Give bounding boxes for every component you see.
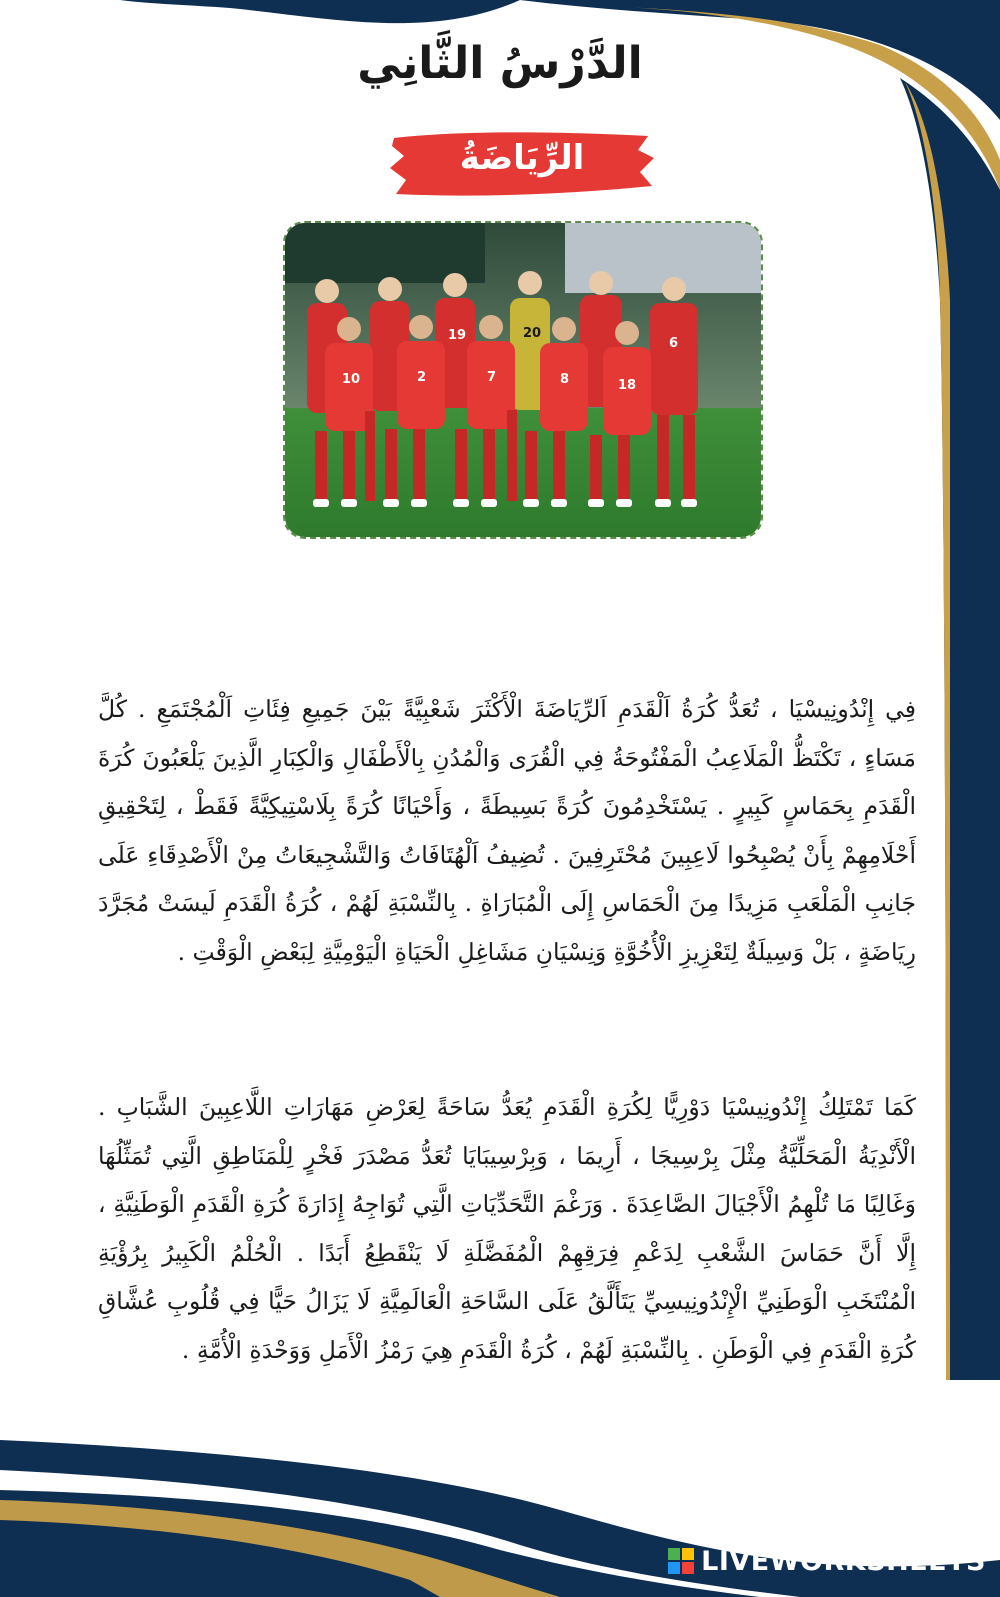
jersey-number: 20 (523, 326, 542, 341)
topic-banner (388, 128, 656, 202)
jersey-number: 18 (618, 378, 637, 393)
jersey-number: 10 (342, 372, 361, 387)
paragraph-1: فِي إِنْدُونِيسْيَا ، تُعَدُّ كُرَةُ اَلْقَدَمِ اَلرِّيَاضَةَ الْأَكْثَرَ شَعْبِيَّةً بَيْنَ جَمِيعِ فِئَاتِ اَلْمُجْتَمَعِ . كُلَّ مَسَاءٍ ، تَكْتَظُّ الْمَلَاعِبُ الْمَفْتُوحَةُ فِي الْقُرَى وَالْمُدُنِ بِالْأَطْفَالِ وَالْكِبَارِ الَّذِينَ يَلْعَبُونَ كُرَةَ الْقَدَمِ بِحَمَاسٍ كَبِيرٍ . يَسْتَخْدِمُونَ كُرَةً بَسِيطَةً ، وَأَحْيَانًا كُرَةً بِلَاسْتِيكِيَّةً فَقَطْ ، لِتَحْقِيقِ أَحْلَامِهِمْ بِأَنْ يُصْبِحُوا لَاعِبِينَ مُحْتَرِفِينَ . تُضِيفُ اَلْهُتَافَاتُ وَالتَّشْجِيعَاتُ مِنْ الْأَصْدِقَاءِ عَلَى جَانِبِ الْمَلْعَبِ مَزِيدًا مِنَ الْحَمَاسِ إِلَى الْمُبَارَاةِ . بِالنِّسْبَةِ لَهُمْ ، كُرَةُ الْقَدَمِ لَيسَتْ مُجَرَّدَ رِيَاضَةٍ ، بَلْ وَسِيلَةٌ لِتَعْزِيزِ الْأُخُوَّةِ وَنِسْيَانِ مَشَاغِلِ الْحَيَاةِ الْيَوْمِيَّةِ لِبَعْضِ الْوَقْتِ . (98, 695, 916, 966)
paragraph-2: كَمَا تَمْتَلِكُ إِنْدُونِيسْيَا دَوْرِيًّا لِكُرَةِ الْقَدَمِ يُعَدُّ سَاحَةً لِعَرْضِ مَهَارَاتِ اللَّاعِبِينَ الشَّبَابِ . الْأَنْدِيَةُ الْمَحَلِّيَّةُ مِثْلَ بِرْسِيجَا ، أَرِيمَا ، وَبِرْسِيبَايَا تُعَدُّ مَصْدَرَ فَخْرٍ لِلْمَنَاطِقِ الَّتِي تُمَثِّلُهَا وَغَالِبًا مَا تُلْهِمُ الْأَجْيَالَ الصَّاعِدَةَ . وَرَغْمَ التَّحَدِّيَاتِ الَّتِي تُوَاجِهُ إِدَارَةَ كُرَةِ الْقَدَمِ الْوَطَنِيَّةِ ، إِلَّا أَنَّ حَمَاسَ الشَّعْبِ لِدَعْمِ فِرَقِهِمْ الْمُفَضَّلَةِ لَا يَنْقَطِعُ أَبَدًا . الْحُلْمُ الْكَبِيرُ بِرُؤْيَةِ الْمُنْتَخَبِ الْوَطَنِيِّ الْإِنْدُونِيسِيِّ يَتَأَلَّقُ عَلَى السَّاحَةِ الْعَالَمِيَّةِ لَا يَزَالُ حَيًّا فِي قُلُوبِ عُشَّاقِ كُرَةِ الْقَدَمِ فِي الْوَطَنِ . بِالنِّسْبَةِ لَهُمْ ، كُرَةُ الْقَدَمِ هِيَ رَمْزُ الْأَمَلِ وَوَحْدَةِ الْأُمَّةِ . (98, 1093, 916, 1364)
lesson-title: الدَّرْسُ الثَّانِي (357, 38, 643, 89)
liveworksheets-logo[interactable] (667, 1543, 986, 1579)
topic-label: الرِّيَاضَةُ (459, 138, 585, 178)
jersey-number: 19 (448, 328, 467, 343)
jersey-number: 7 (487, 370, 497, 385)
jersey-number: 8 (560, 372, 570, 387)
liveworksheets-brand: LIVEWORKSHEETS (701, 1545, 986, 1577)
liveworksheets-logo-icon (667, 1547, 695, 1575)
team-photo (283, 221, 763, 539)
team-photo-illustration (285, 223, 761, 537)
top-navy-swoosh (120, 0, 520, 23)
jersey-number: 6 (669, 336, 679, 351)
jersey-number: 2 (417, 370, 427, 385)
